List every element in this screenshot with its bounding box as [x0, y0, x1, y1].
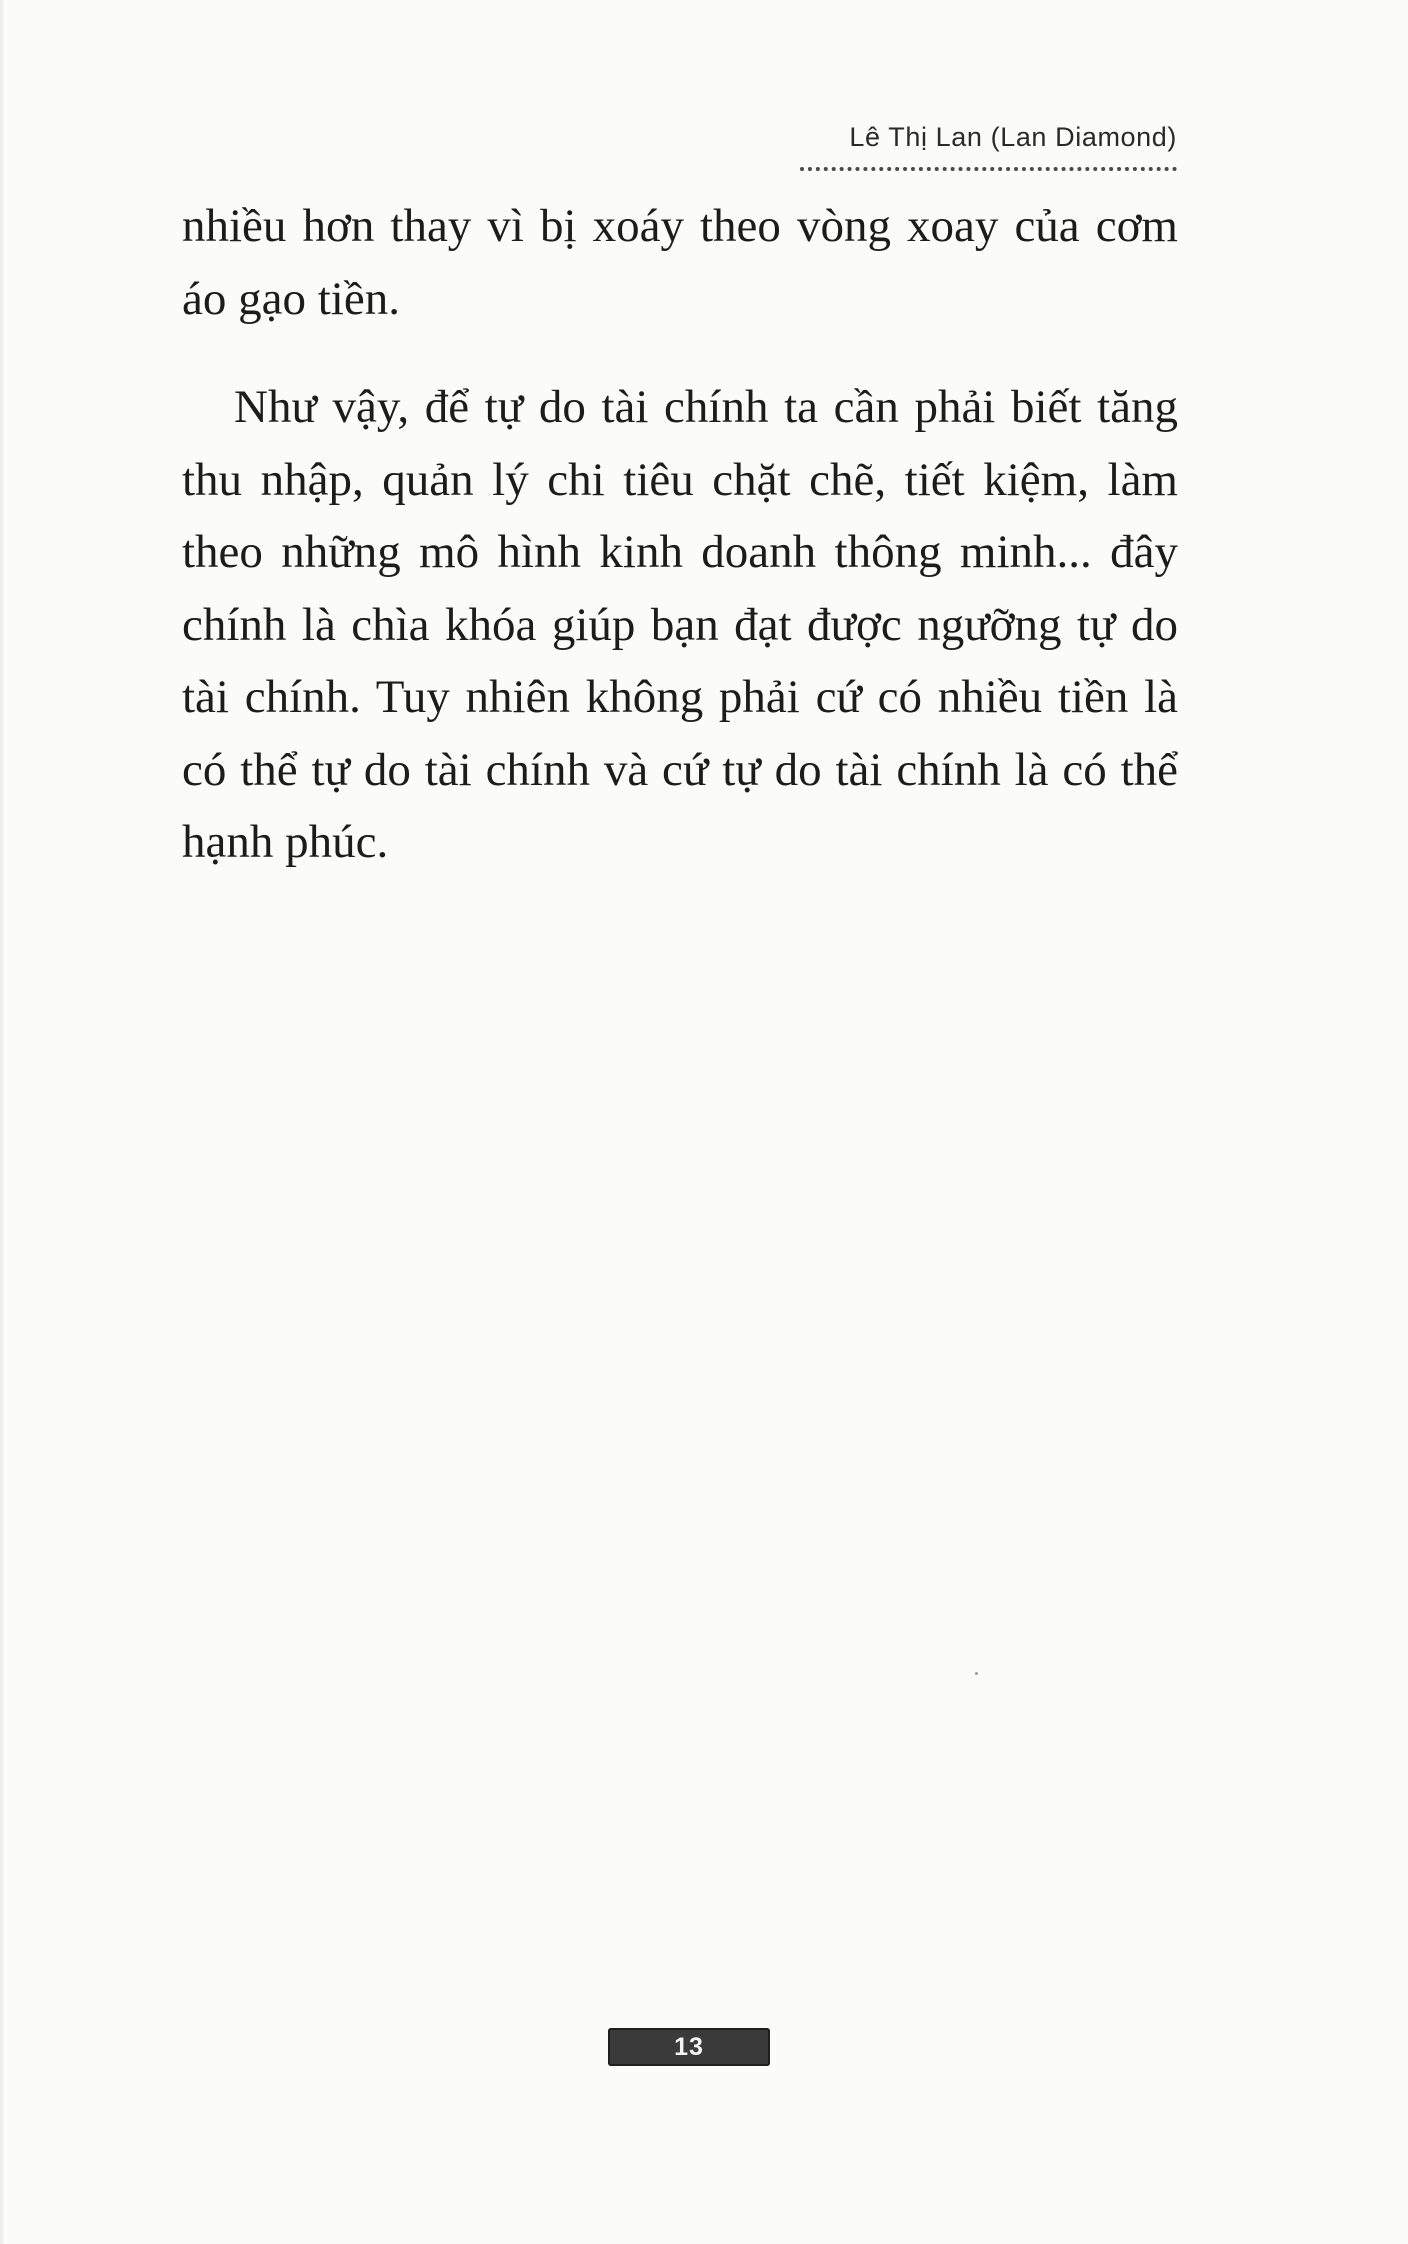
- page-number: 13: [674, 2032, 704, 2061]
- paragraph-continued: nhiều hơn thay vì bị xoáy theo vòng xoay của cơm áo gạo tiền.: [182, 200, 1178, 325]
- running-header: Lê Thị Lan (Lan Diamond): [849, 122, 1177, 152]
- page-number-badge: [608, 2028, 770, 2066]
- header-dotted-rule: [800, 167, 1177, 171]
- body-text: [182, 190, 1178, 879]
- paragraph: Như vậy, để tự do tài chính ta cần phải biết tăng thu nhập, quản lý chi tiêu chặt chẽ, tiết kiệm, làm theo những mô hình kinh doanh thông minh... đây chính là chìa khóa giúp bạn đạt được ngưỡng tự do tài chính. Tuy nhiên không phải cứ có nhiều tiền là có thể tự do tài chính và cứ tự do tài chính là có thể hạnh phúc.: [182, 381, 1178, 868]
- paper-speck: [975, 1672, 978, 1675]
- page-edge: [0, 0, 3, 2244]
